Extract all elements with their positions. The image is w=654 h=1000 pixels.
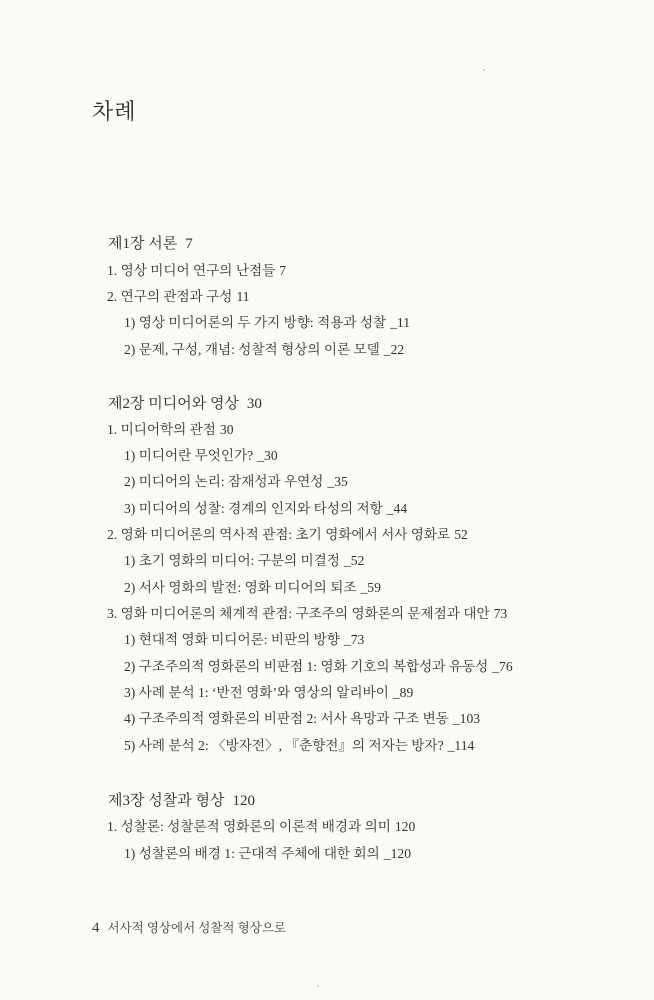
toc-section bbox=[107, 605, 507, 623]
toc-page-number: 120 bbox=[394, 819, 416, 834]
toc-subsection-title: 1) 미디어란 무엇인가? bbox=[124, 448, 254, 463]
toc-subsection-title: 1) 영상 미디어론의 두 가지 방향: 적용과 성찰 bbox=[124, 315, 387, 330]
toc-page-number: 30 bbox=[246, 396, 262, 412]
page-title: 차례 bbox=[92, 100, 137, 125]
toc-chapter-1 bbox=[108, 235, 193, 253]
toc-subsection bbox=[124, 341, 404, 359]
toc-subsection bbox=[124, 845, 411, 863]
toc-subsection-title: 2) 서사 영화의 발전: 영화 미디어의 퇴조 bbox=[124, 580, 357, 595]
toc-section bbox=[107, 262, 286, 280]
toc-page-number: 73 bbox=[493, 606, 508, 621]
toc-page-number: 120 bbox=[232, 793, 255, 809]
toc-subsection bbox=[124, 314, 410, 332]
toc-section-title: 1. 성찰론: 성찰론적 영화론의 이론적 배경과 의미 bbox=[107, 819, 391, 834]
toc-page-number: _11 bbox=[390, 315, 411, 330]
toc-chapter-3 bbox=[108, 792, 255, 810]
toc-subsection-title: 1) 현대적 영화 미디어론: 비판의 방향 bbox=[124, 632, 340, 647]
toc-subsection-title: 4) 구조주의적 영화론의 비판점 2: 서사 욕망과 구조 변동 bbox=[124, 711, 449, 726]
toc-subsection bbox=[124, 710, 480, 728]
toc-section-title: 1. 미디어학의 관점 bbox=[107, 422, 216, 437]
toc-page-number: _52 bbox=[343, 553, 365, 568]
toc-page-number: _89 bbox=[392, 685, 414, 700]
toc-page-number: _59 bbox=[360, 580, 381, 595]
toc-section bbox=[107, 818, 415, 836]
toc-chapter-2 bbox=[108, 395, 262, 413]
footer-book-title: 서사적 영상에서 성찰적 형상으로 bbox=[107, 921, 286, 935]
toc-page-number: 30 bbox=[219, 422, 234, 437]
paper-speck bbox=[483, 69, 485, 71]
toc-subsection bbox=[124, 473, 348, 491]
toc-section bbox=[107, 288, 250, 306]
toc-subsection bbox=[124, 500, 407, 518]
toc-page-number: _103 bbox=[452, 711, 481, 726]
toc-page-number: 7 bbox=[185, 236, 193, 252]
toc-page-number: _73 bbox=[343, 632, 365, 647]
toc-subsection-title: 1) 성찰론의 배경 1: 근대적 주체에 대한 회의 bbox=[124, 846, 380, 861]
toc-page-number: 52 bbox=[454, 527, 468, 542]
toc-section bbox=[107, 526, 468, 544]
toc-page-number: _35 bbox=[327, 474, 348, 489]
toc-section-title: 2. 영화 미디어론의 역사적 관점: 초기 영화에서 서사 영화로 bbox=[107, 527, 451, 542]
toc-subsection bbox=[124, 658, 513, 676]
toc-page-number: _114 bbox=[447, 738, 475, 753]
toc-subsection-title: 2) 미디어의 논리: 잠재성과 우연성 bbox=[124, 474, 324, 489]
toc-subsection bbox=[124, 552, 364, 570]
toc-section-title: 1. 영상 미디어 연구의 난점들 bbox=[107, 263, 276, 278]
toc-subsection bbox=[124, 684, 413, 702]
paper-speck bbox=[317, 985, 319, 987]
toc-page-number: _44 bbox=[386, 501, 408, 516]
toc-subsection bbox=[124, 737, 474, 755]
page-footer bbox=[92, 918, 286, 937]
toc-subsection-title: 1) 초기 영화의 미디어: 구분의 미결정 bbox=[124, 553, 340, 568]
toc-subsection-title: 2) 구조주의적 영화론의 비판점 1: 영화 기호의 복합성과 유동성 bbox=[124, 659, 489, 674]
toc-subsection-title: 2) 문제, 구성, 개념: 성찰적 형상의 이론 모델 bbox=[124, 342, 380, 357]
toc-page-number: _22 bbox=[383, 342, 405, 357]
toc-chapter-title: 제2장 미디어와 영상 bbox=[108, 396, 239, 412]
toc-page-number: _120 bbox=[383, 846, 411, 861]
toc-page-number: _76 bbox=[492, 659, 513, 674]
toc-section bbox=[107, 421, 234, 439]
toc-subsection-title: 3) 사례 분석 1: ‘반전 영화’와 영상의 알리바이 bbox=[124, 685, 389, 700]
toc-chapter-title: 제1장 서론 bbox=[108, 236, 178, 252]
footer-page-number: 4 bbox=[92, 920, 100, 936]
toc-section-title: 2. 연구의 관점과 구성 bbox=[107, 289, 233, 304]
toc-page-number: 11 bbox=[236, 289, 250, 304]
toc-section-title: 3. 영화 미디어론의 체계적 관점: 구조주의 영화론의 문제점과 대안 bbox=[107, 606, 490, 621]
toc-subsection-title: 5) 사례 분석 2: 〈방자전〉, 『춘향전』의 저자는 방자? bbox=[124, 738, 444, 753]
toc-subsection-title: 3) 미디어의 성찰: 경계의 인지와 타성의 저항 bbox=[124, 501, 383, 516]
toc-chapter-title: 제3장 성찰과 형상 bbox=[108, 793, 225, 809]
toc-page-number: _30 bbox=[257, 448, 278, 463]
toc-subsection bbox=[124, 579, 381, 597]
toc-subsection bbox=[124, 631, 364, 649]
toc-subsection bbox=[124, 447, 278, 465]
toc-page-number: 7 bbox=[279, 263, 287, 278]
